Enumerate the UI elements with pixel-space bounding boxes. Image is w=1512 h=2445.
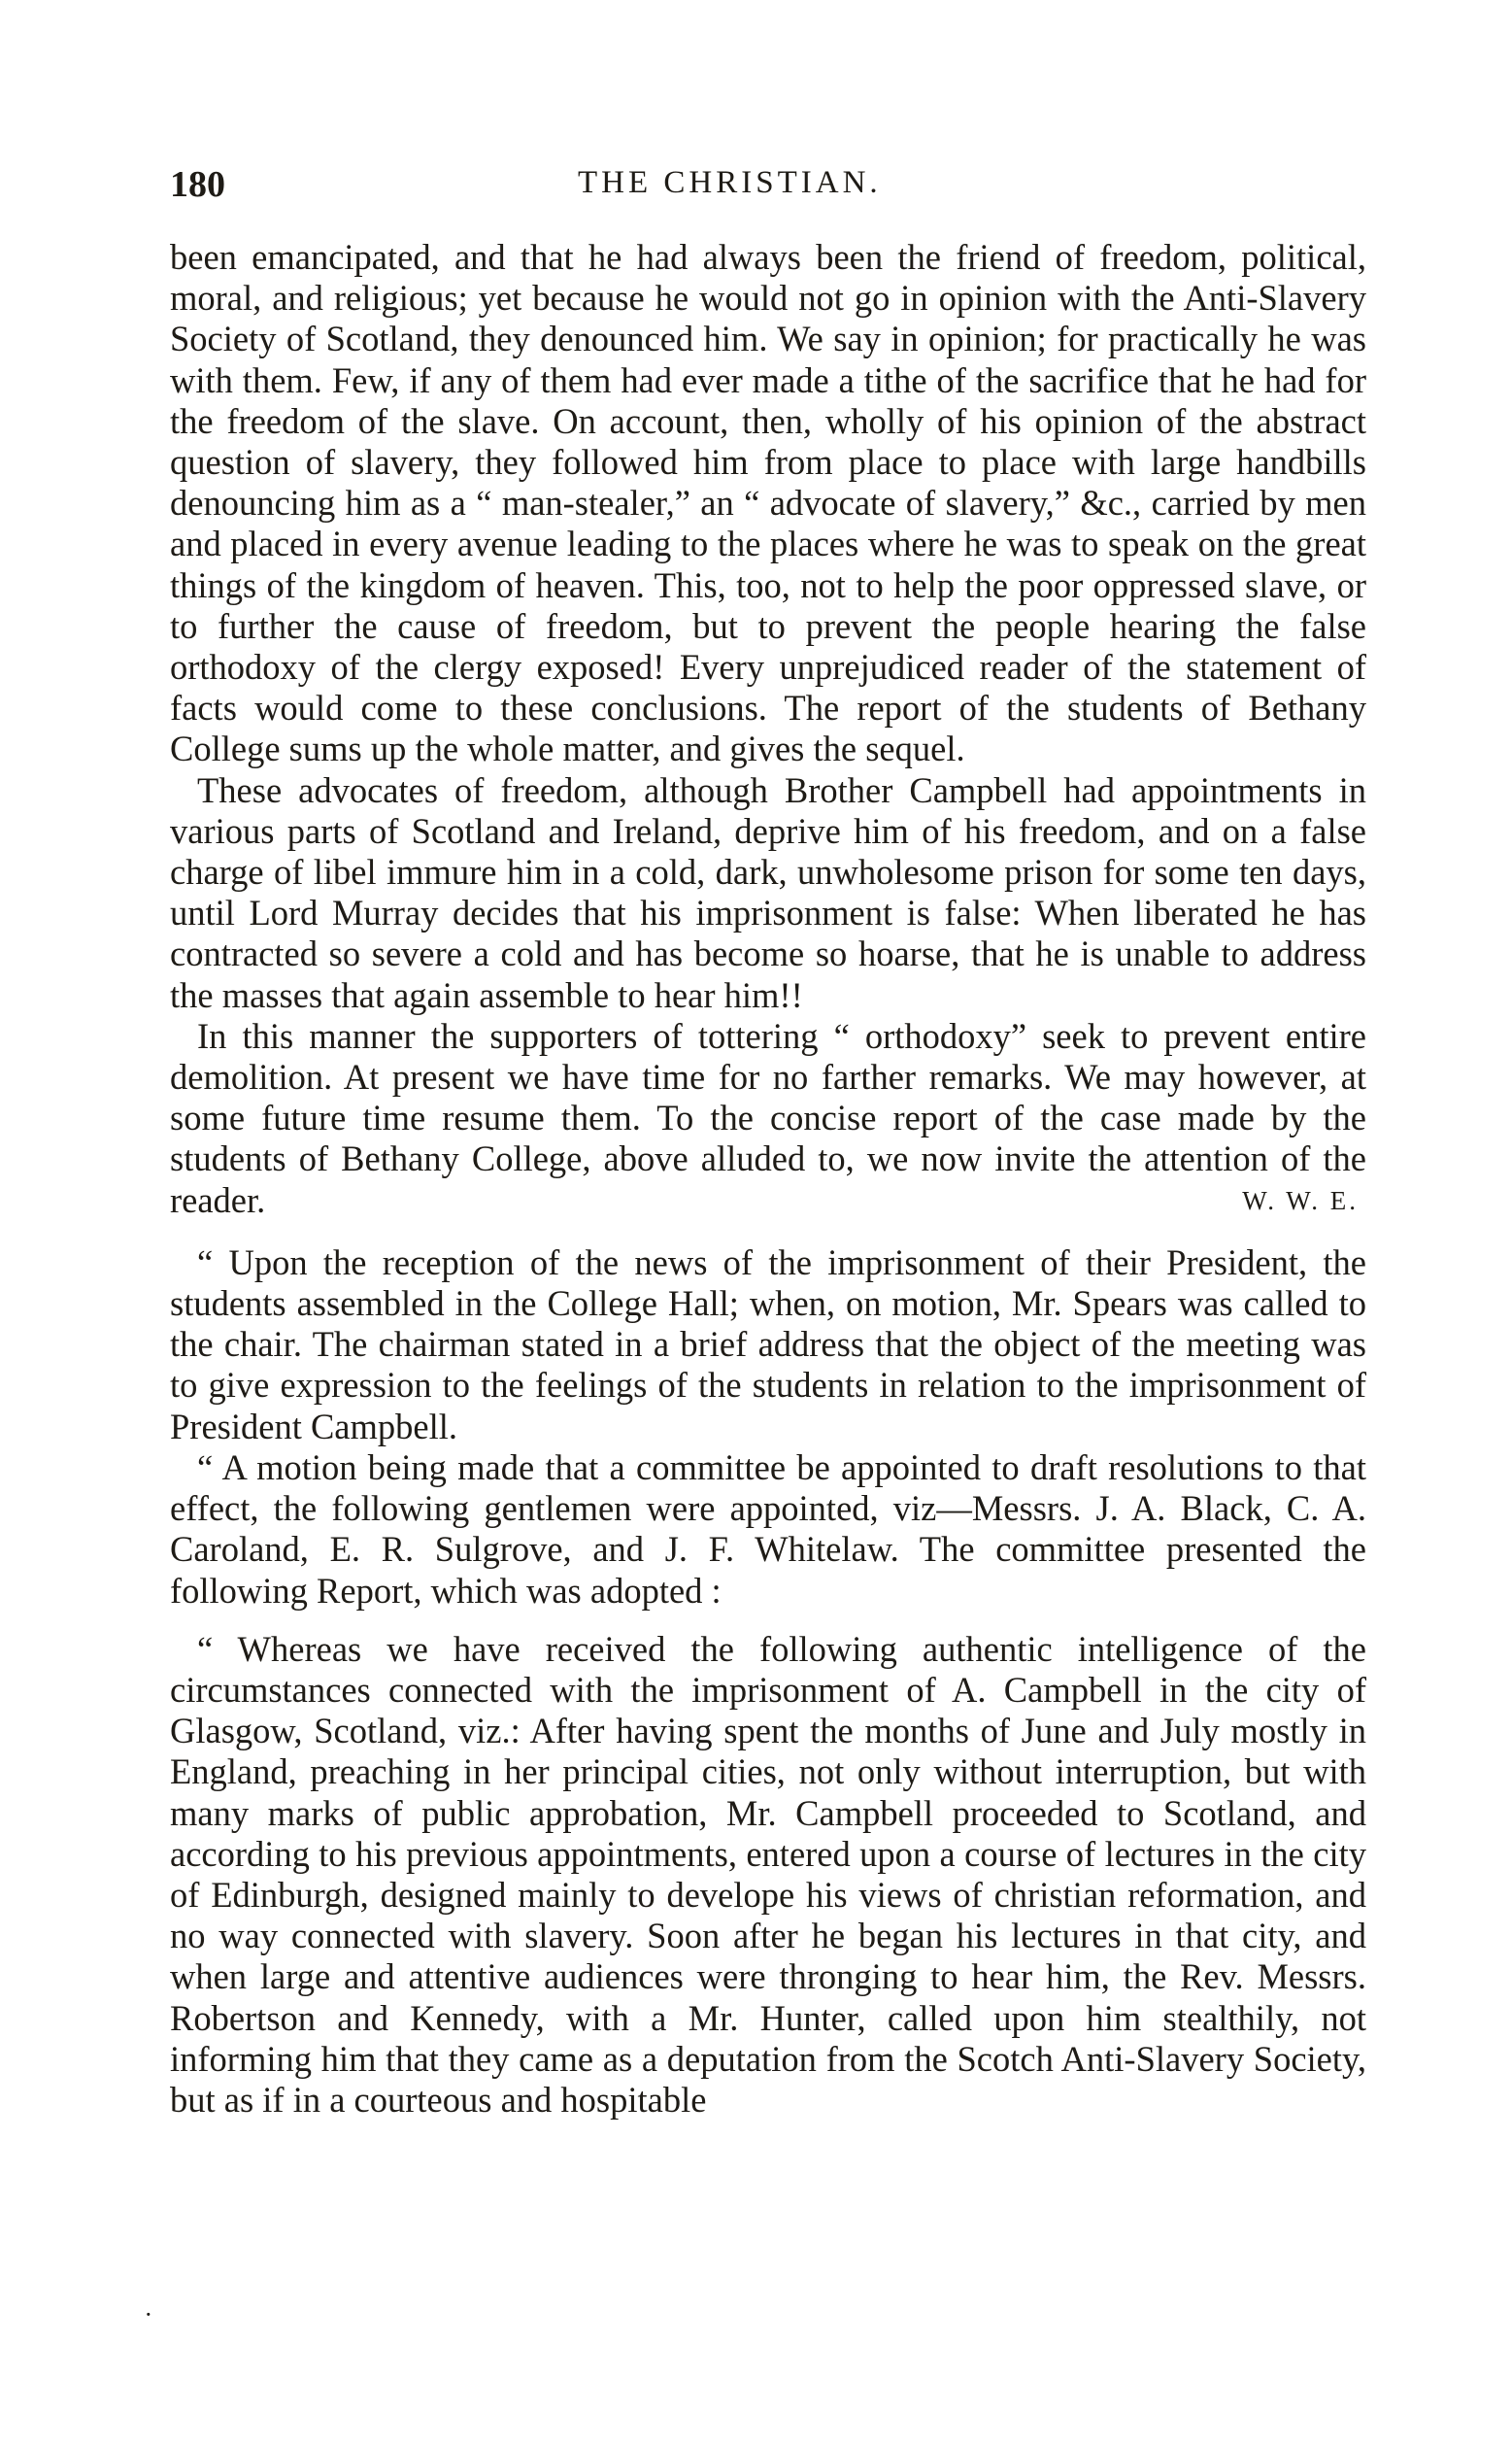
paragraph-whereas: “ Whereas we have received the following authentic intelligence of the circumstances connected with the imprisonment of A. Campbell in the city of Glasgow, Scotland, viz.: After having spent the months of June and July mostly in England, preaching in her principal cities, not only without interruption, but with many marks of public approbation, Mr. Campbell proceeded to Scotland, and according to his previous appointments, entered upon a course of lectures in the city of Edinburgh, designed mainly to develope his views of christian reformation, and no way connected with slavery. Soon after he began his lectures in that city, and when large and attentive audiences were thronging to hear him, the Rev. Messrs. Robertson and Kennedy, with a Mr. Hunter, called upon him stealthily, not informing him that they came as a deputation from the Scotch Anti-Slavery Society, but as if in a courteous and hospitable: [170, 1628, 1366, 2120]
margin-mark: ·: [145, 2301, 152, 2328]
running-head: THE CHRISTIAN.: [578, 165, 882, 200]
page-number: 180: [170, 164, 225, 205]
page-header: [170, 163, 1364, 212]
paragraph-continuation: been emancipated, and that he had always been the friend of freedom, political, moral, and religious; yet because he would not go in opinion with the Anti-Slavery Society of Scotland, they denounced him. We say in opinion; for practically he was with them. Few, if any of them had ever made a tithe of the sacrifice that he had for the freedom of the slave. On account, then, wholly of his opinion of the abstract question of slavery, they followed him from place to place with large handbills denouncing him as a “ man-stealer,” an “ advocate of slavery,” &c., carried by men and placed in every avenue leading to the places where he was to speak on the great things of the kingdom of heaven. This, too, not to help the poor oppressed slave, or to further the cause of freedom, but to prevent the people hearing the false orthodoxy of the clergy exposed! Every unprejudiced reader of the statement of facts would come to these conclusions. The report of the students of Bethany College sums up the whole matter, and gives the sequel.: [170, 237, 1366, 769]
paragraph-text: In this manner the supporters of tottering “ orthodoxy” seek to prevent entire demolition. At present we have time for no farther remarks. We may however, at some future time resume them. To the concise report of the case made by the students of Bethany College, above alluded to, we now invite the attention of the reader.: [170, 1015, 1366, 1220]
paragraph-tottering-orthodoxy: [170, 1016, 1366, 1221]
paragraph-committee-motion: “ A motion being made that a committee be appointed to draft resolutions to that effect, the following gentlemen were appointed, viz—Messrs. J. A. Black, C. A. Caroland, E. R. Sulgrove, and J. F. Whitelaw. The committee presented the following Report, which was adopted :: [170, 1446, 1366, 1611]
page-body: [170, 237, 1366, 2121]
author-signature: W. W. E.: [1242, 1185, 1359, 1215]
paragraph-students-assembled: “ Upon the reception of the news of the imprisonment of their President, the students assembled in the College Hall; when, on motion, Mr. Spears was called to the chair. The chairman stated in a brief address that the object of the meeting was to give expression to the feelings of the students in relation to the imprisonment of President Campbell.: [170, 1241, 1366, 1446]
paragraph-advocates-of-freedom: These advocates of freedom, although Brother Campbell had appointments in various parts of Scotland and Ireland, deprive him of his freedom, and on a false charge of libel immure him in a cold, dark, unwholesome prison for some ten days, until Lord Murray decides that his imprisonment is false: When liberated he has contracted so severe a cold and has become so hoarse, that he is unable to address the masses that again assemble to hear him!!: [170, 769, 1366, 1015]
